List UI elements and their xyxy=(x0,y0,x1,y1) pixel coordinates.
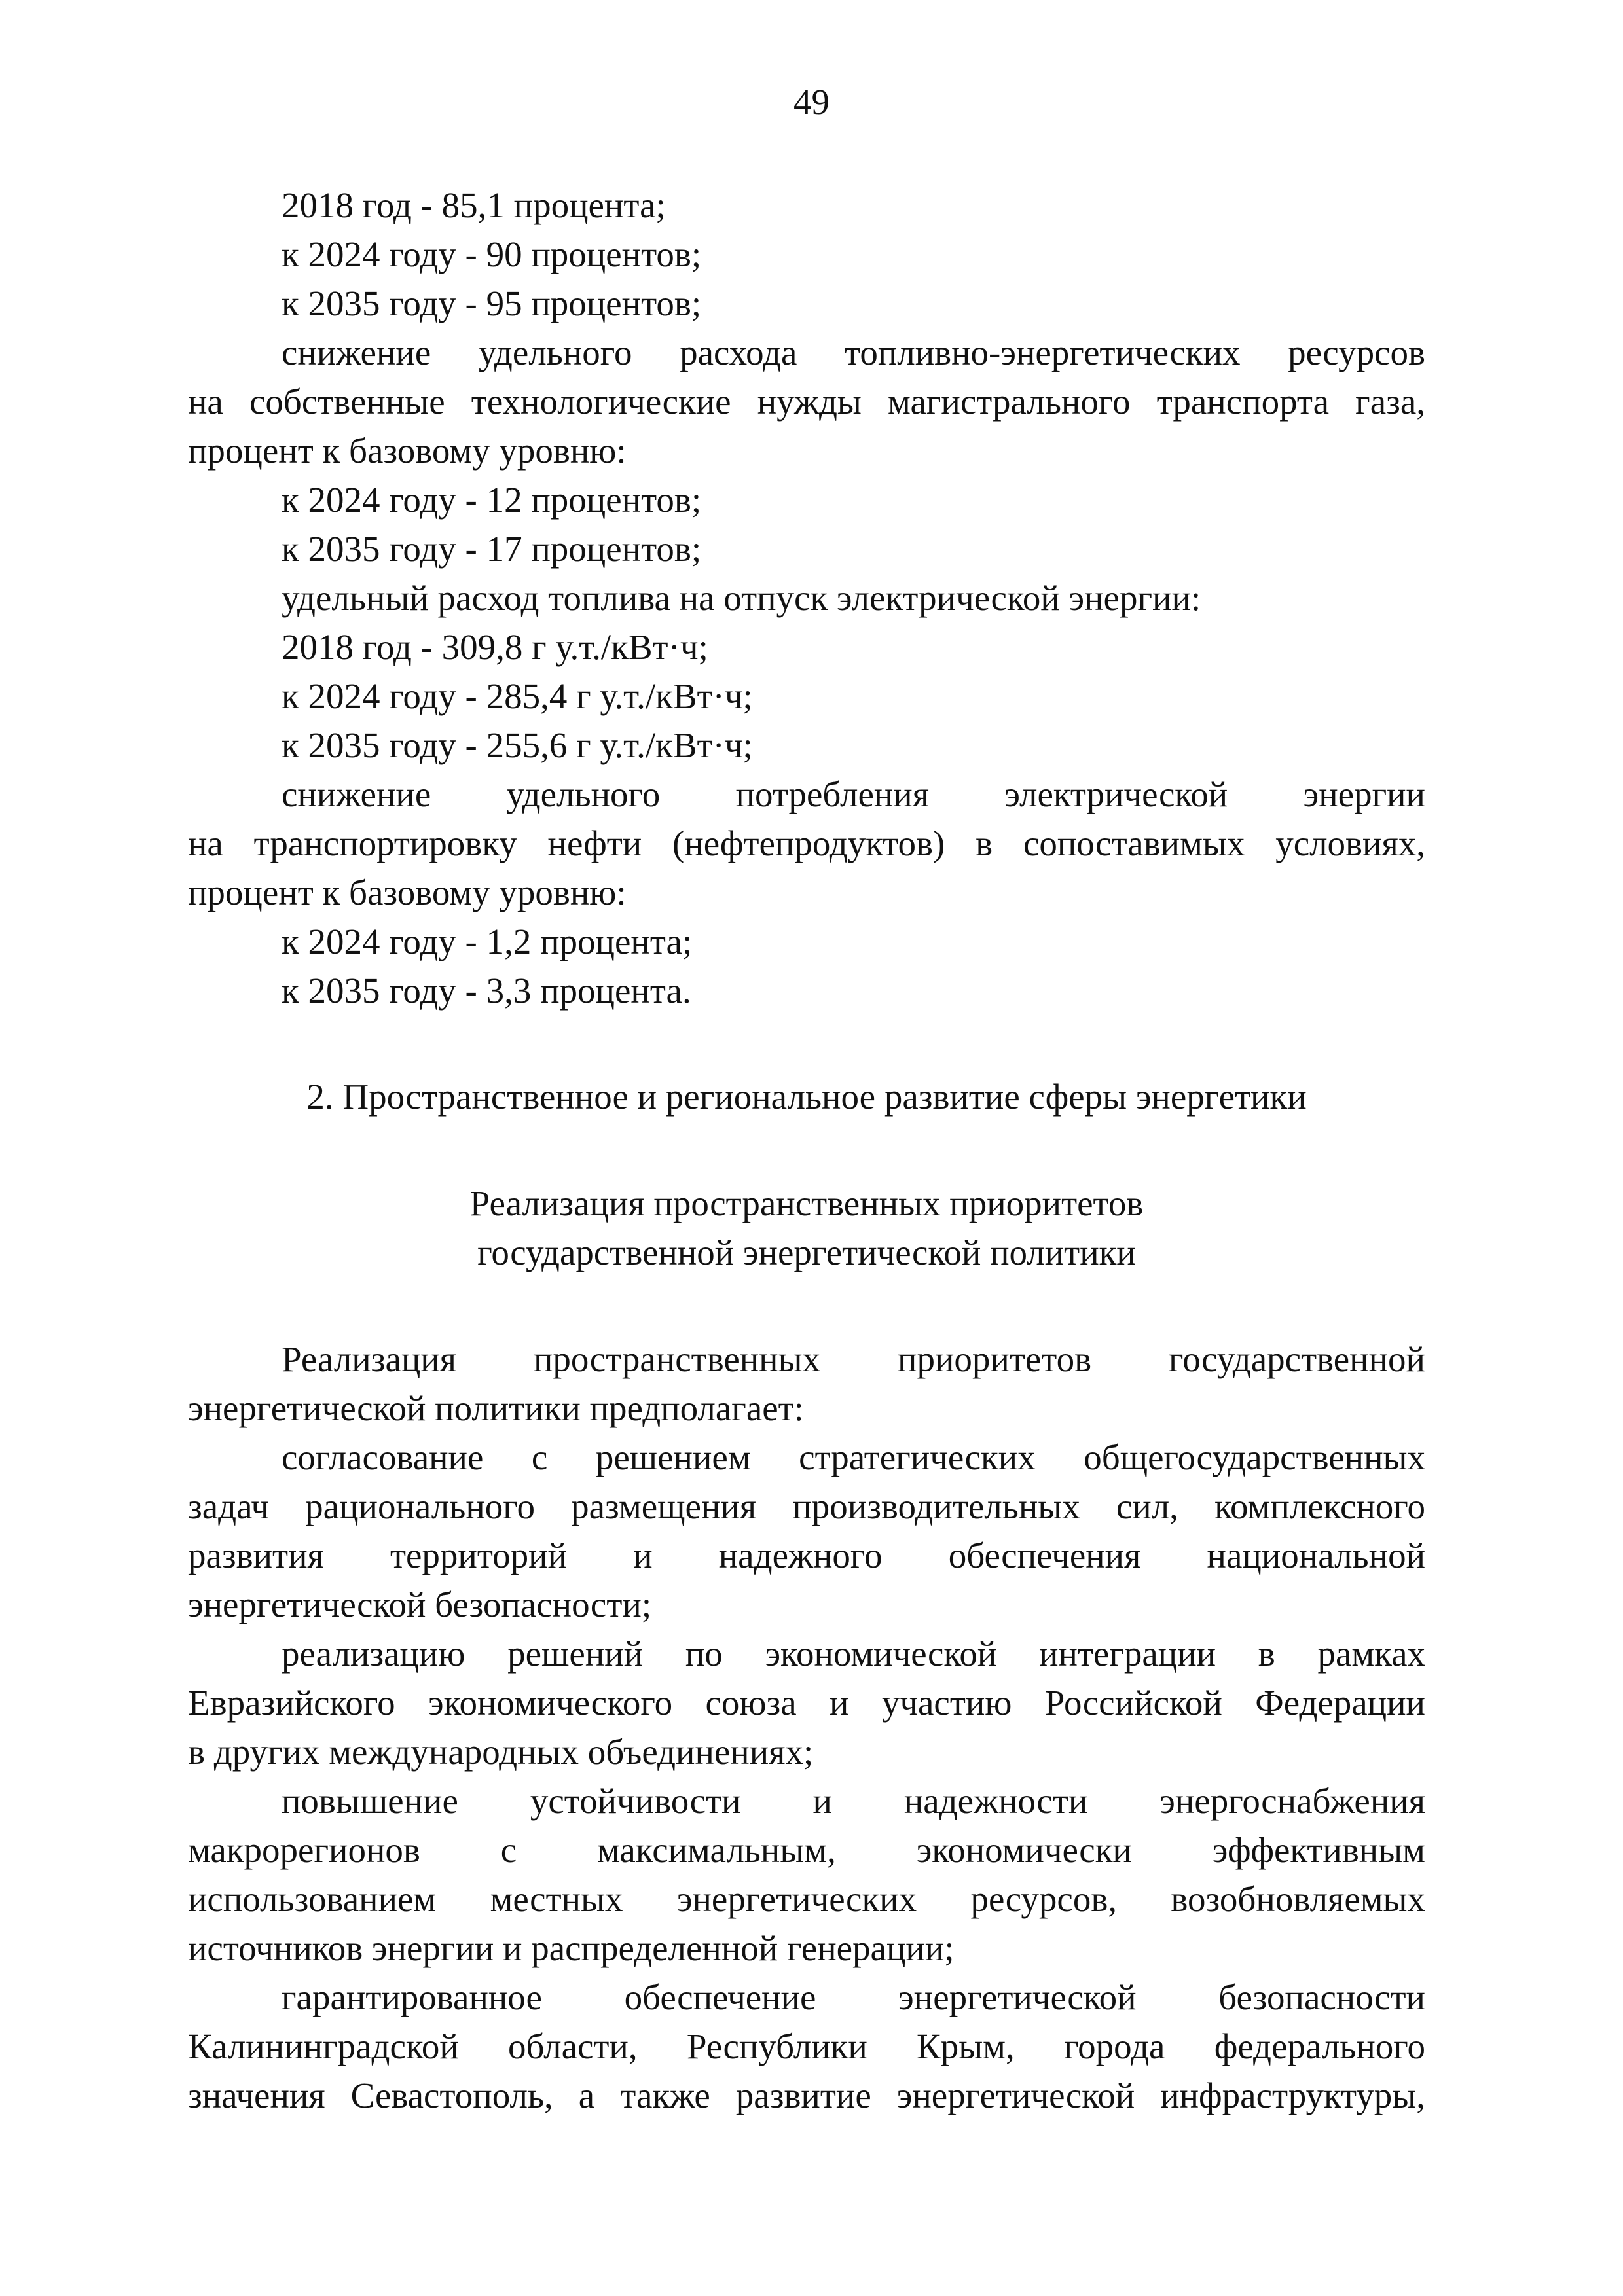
text-line: к 2024 году - 12 процентов; xyxy=(282,480,702,520)
paragraph-line: энергетической политики предполагает: xyxy=(188,1388,804,1428)
paragraph-line: энергетической безопасности; xyxy=(188,1585,652,1624)
paragraph-line: гарантированное обеспечение энергетической безопасности xyxy=(282,1977,1425,2017)
text-line: к 2035 году - 95 процентов; xyxy=(282,283,702,323)
paragraph-line: процент к базовому уровню: xyxy=(188,431,627,471)
text-line: к 2024 году - 90 процентов; xyxy=(282,234,702,274)
paragraph-line: в других международных объединениях; xyxy=(188,1732,814,1772)
paragraph-line: на транспортировку нефти (нефтепродуктов) в сопоставимых условиях, xyxy=(188,823,1425,863)
page-number: 49 xyxy=(793,82,830,122)
text-line: к 2024 году - 285,4 г у.т./кВт·ч; xyxy=(282,676,753,716)
page-content xyxy=(188,181,1425,2120)
paragraph-line: процент к базовому уровню: xyxy=(188,872,627,912)
text-line: 2018 год - 309,8 г у.т./кВт·ч; xyxy=(282,627,708,667)
paragraph-line: использованием местных энергетических ресурсов, возобновляемых xyxy=(188,1879,1425,1919)
subheading-line: Реализация пространственных приоритетов xyxy=(469,1183,1144,1223)
paragraph-line: значения Севастополь, а также развитие энергетической инфраструктуры, xyxy=(188,2075,1425,2115)
paragraph-line: повышение устойчивости и надежности энергоснабжения xyxy=(282,1781,1425,1821)
section-heading: 2. Пространственное и региональное развитие сферы энергетики xyxy=(306,1077,1307,1117)
text-line: удельный расход топлива на отпуск электрической энергии: xyxy=(282,578,1201,618)
text-line: к 2035 году - 255,6 г у.т./кВт·ч; xyxy=(282,725,753,765)
paragraph-line: макрорегионов с максимальным, экономически эффективным xyxy=(188,1830,1425,1870)
text-line: к 2035 году - 17 процентов; xyxy=(282,529,702,569)
text-line: к 2035 году - 3,3 процента. xyxy=(282,971,691,1011)
paragraph-line: реализацию решений по экономической интеграции в рамках xyxy=(282,1634,1425,1674)
paragraph-line: развития территорий и надежного обеспечения национальной xyxy=(188,1535,1425,1575)
paragraph-line: источников энергии и распределенной генерации; xyxy=(188,1928,955,1968)
paragraph-line: Калининградской области, Республики Крым, города федерального xyxy=(188,2026,1425,2066)
paragraph-line: снижение удельного расхода топливно-энергетических ресурсов xyxy=(282,332,1425,372)
paragraph-line: согласование с решением стратегических общегосударственных xyxy=(282,1437,1425,1477)
paragraph-line: Реализация пространственных приоритетов государственной xyxy=(282,1339,1425,1379)
subheading-line: государственной энергетической политики xyxy=(477,1232,1136,1272)
paragraph-line: на собственные технологические нужды магистрального транспорта газа, xyxy=(188,382,1425,422)
text-line: 2018 год - 85,1 процента; xyxy=(282,185,666,225)
text-line: к 2024 году - 1,2 процента; xyxy=(282,922,693,961)
paragraph-line: снижение удельного потребления электрической энергии xyxy=(282,774,1425,814)
paragraph-line: Евразийского экономического союза и участию Российской Федерации xyxy=(188,1683,1425,1723)
paragraph-line: задач рационального размещения производительных сил, комплексного xyxy=(188,1486,1425,1526)
